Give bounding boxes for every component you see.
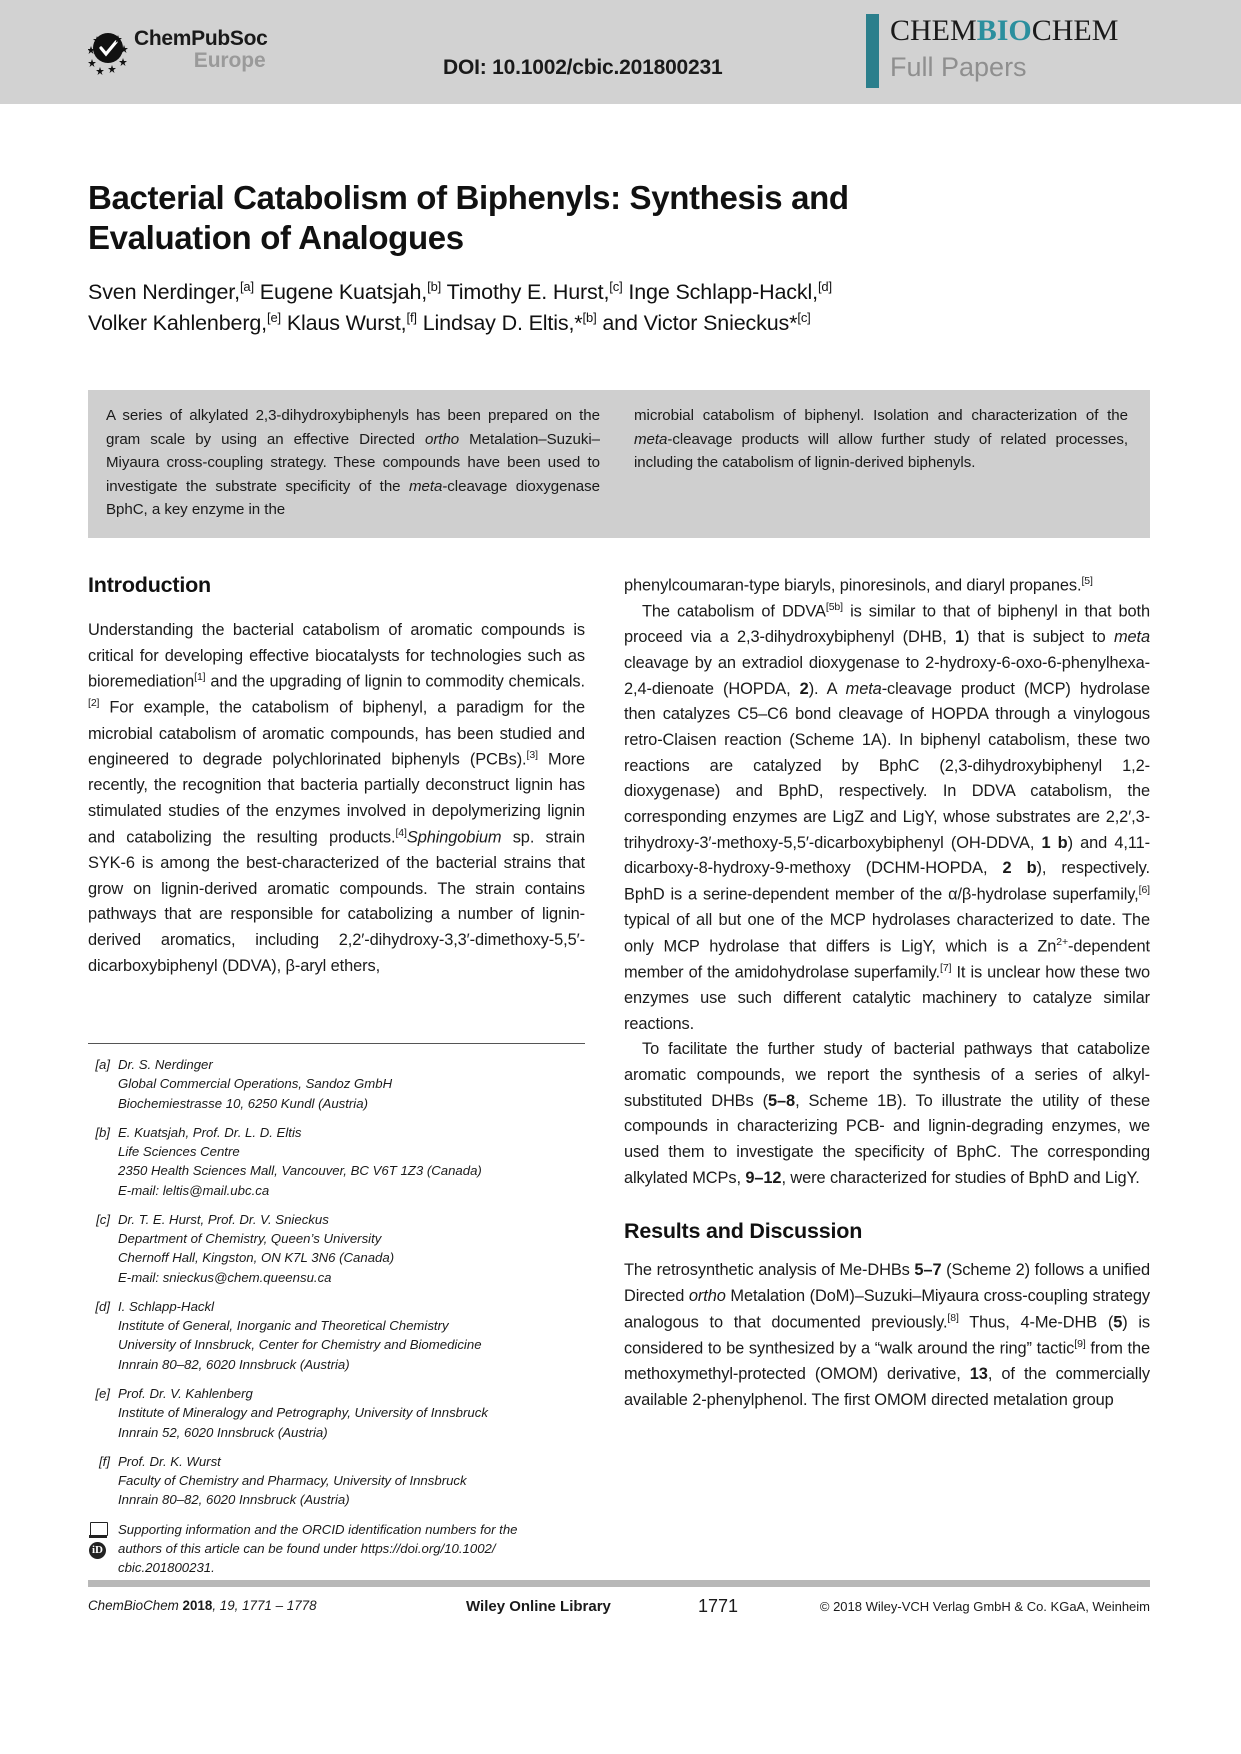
affiliation-line: Innrain 80–82, 6020 Innsbruck (Austria) — [118, 1492, 350, 1508]
journal-branding — [866, 14, 1166, 94]
body-column-left — [88, 573, 585, 979]
body-text: (Scheme 2) follows a unified Directed — [624, 1261, 1150, 1306]
abstract-text: A series of alkylated 2,3-dihydroxybiphenyls has been prepared on the gram scale by using an effective Directed — [106, 407, 600, 448]
page-footer — [88, 1598, 1150, 1622]
affiliation-line: Institute of Mineralogy and Petrography, University of Innsbruck — [118, 1405, 488, 1421]
intro-paragraph — [88, 618, 585, 979]
affiliation-email[interactable]: E-mail: snieckus@chem.queensu.ca — [118, 1269, 332, 1285]
body-italic: Sphingobium — [406, 828, 502, 847]
affiliation-line: I. Schlapp-Hackl — [118, 1298, 215, 1314]
affiliation-line: Department of Chemistry, Queen’s University — [118, 1231, 382, 1247]
abstract-column-left — [106, 404, 600, 522]
affiliation-tag: [e] — [95, 1385, 110, 1401]
affiliation-line: Innrain 52, 6020 Innsbruck (Austria) — [118, 1424, 328, 1440]
logo-line-1: ChemPubSoc — [134, 27, 268, 50]
body-text: ) is considered to be synthesized by a “walk around the ring” tactic — [624, 1313, 1150, 1358]
citation-ref: [8] — [947, 1311, 959, 1324]
results-paragraph — [624, 1258, 1150, 1413]
affiliation-item — [88, 1055, 598, 1113]
abstract-column-right — [634, 404, 1128, 522]
doi-text: DOI: 10.1002/cbic.201800231 — [443, 56, 723, 79]
body-text: , of the commercially available 2-phenylphenol. The first OMOM directed metalation group — [624, 1365, 1150, 1409]
affiliation-tag: [b] — [95, 1124, 110, 1140]
affiliation-line: Innrain 80–82, 6020 Innsbruck (Austria) — [118, 1356, 350, 1372]
body-text: To facilitate the further study of bacterial pathways that catabolize aromatic compounds, we report the synthesis of a series of alkyl-substituted DHBs ( — [624, 1040, 1150, 1110]
citation-ref: [5b] — [825, 601, 843, 614]
chempubsoc-logo-icon — [88, 31, 132, 79]
affiliation-line: Global Commercial Operations, Sandoz GmbH — [118, 1076, 393, 1092]
compound-number: 1 — [954, 628, 965, 647]
body-text: It is unclear how these two enzymes use such different catalytic machinery to catalyze similar reactions. — [624, 963, 1150, 1033]
charge-superscript: 2+ — [1056, 935, 1069, 948]
affiliation-item — [88, 1123, 598, 1200]
author-affil-ref: [e] — [266, 309, 281, 325]
author-affil-ref: [b] — [582, 309, 597, 325]
affiliation-line: Biochemiestrasse 10, 6250 Kundl (Austria) — [118, 1095, 368, 1111]
body-text: ) and 4,11-dicarboxy-8-hydroxy-9-methoxy (DCHM-HOPDA, — [624, 833, 1150, 878]
affiliation-lines — [118, 1452, 467, 1510]
compound-number: 5–8 — [768, 1091, 796, 1110]
affiliation-tag: [f] — [99, 1453, 110, 1469]
footer-divider — [88, 1580, 1150, 1587]
supporting-note-lines — [118, 1520, 598, 1578]
citation-ref: [9] — [1074, 1337, 1086, 1350]
body-text: Understanding the bacterial catabolism of aromatic compounds is critical for developing effective biocatalysts for technologies such as bioremediation — [88, 621, 585, 691]
abstract-text: -cleavage products will allow further study of related processes, including the catabolism of lignin-derived biphenyls. — [634, 430, 1128, 472]
monitor-icon — [90, 1522, 108, 1536]
journal-title-part3: CHEM — [1031, 14, 1119, 47]
affiliation-lines — [118, 1297, 482, 1374]
author-name: Eugene Kuatsjah, — [253, 280, 428, 304]
affiliation-line: Prof. Dr. K. Wurst — [118, 1453, 221, 1469]
affiliation-line: 2350 Health Sciences Mall, Vancouver, BC V6T 1Z3 (Canada) — [118, 1163, 482, 1179]
body-text: from the methoxymethyl-protected (OMOM) derivative, — [624, 1339, 1151, 1384]
affiliation-tag: [d] — [95, 1298, 110, 1314]
section-heading-results: Results and Discussion — [624, 1219, 863, 1244]
supporting-information-note — [88, 1520, 598, 1578]
author-affil-ref: [f] — [406, 309, 417, 325]
body-text: Metalation (DoM)–Suzuki–Miyaura cross-coupling strategy analogous to that documented previously. — [624, 1287, 1150, 1332]
affiliation-tag: [c] — [96, 1211, 110, 1227]
author-affil-ref: [c] — [609, 278, 623, 294]
affiliation-item — [88, 1452, 598, 1510]
compound-number: 1 b — [1041, 833, 1068, 852]
page-header-band — [0, 0, 1241, 104]
body-text: and the upgrading of lignin to commodity chemicals. — [205, 672, 585, 691]
body-column-right — [624, 573, 1150, 1413]
abstract-text: microbial catabolism of biphenyl. Isolation and characterization of the — [634, 407, 1128, 424]
body-text: , were characterized for studies of BphD and LigY. — [781, 1168, 1140, 1187]
body-italic: ortho — [688, 1287, 726, 1306]
supporting-note-line[interactable]: cbic.201800231. — [118, 1560, 215, 1576]
author-name: and Victor Snieckus* — [596, 310, 798, 335]
citation-ref: [4] — [395, 826, 407, 839]
section-heading-introduction: Introduction — [88, 573, 211, 597]
ddva-catabolism-paragraph — [624, 599, 1150, 1037]
body-text: The retrosynthetic analysis of Me-DHBs — [624, 1261, 915, 1280]
citation-ref: [2] — [88, 697, 100, 710]
compound-number: 2 — [799, 679, 809, 698]
journal-section-label: Full Papers — [890, 52, 1027, 82]
footer-journal: ChemBioChem — [88, 1598, 183, 1613]
footer-wiley-online-library[interactable]: Wiley Online Library — [466, 1598, 611, 1615]
body-text: sp. strain SYK-6 is among the best-characterized of the bacterial strains that grow on lignin-derived aromatic compounds. The strain contains pathways that are responsible for catabolizing a number of lignin-derived aromatics, including 2,2′-dihydroxy-3,3′-dimethoxy-5,5′-dicarboxybiphenyl (DDVA), β-aryl ethers, — [88, 828, 585, 975]
journal-title-part2: BIO — [976, 14, 1032, 47]
journal-accent-bar — [866, 14, 879, 88]
abstract-italic: ortho — [424, 430, 460, 448]
chempubsoc-logo-text — [134, 28, 268, 72]
body-text: The catabolism of DDVA — [642, 602, 826, 621]
body-italic: meta — [1113, 628, 1151, 647]
author-name: Timothy E. Hurst, — [441, 280, 610, 304]
affiliation-line: Institute of General, Inorganic and Theoretical Chemistry — [118, 1318, 449, 1334]
supporting-note-line[interactable]: authors of this article can be found under https://doi.org/10.1002/ — [118, 1540, 496, 1556]
author-name: Inge Schlapp-Hackl, — [622, 280, 818, 304]
supporting-note-line: Supporting information and the ORCID identification numbers for the — [118, 1521, 518, 1537]
citation-ref: [6] — [1138, 884, 1150, 896]
affiliation-tag: [a] — [95, 1057, 110, 1072]
body-text: typical of all but one of the MCP hydrolases characterized to date. The only MCP hydrolase that differs is LigY, which is a Zn — [624, 911, 1150, 956]
abstract-block — [88, 390, 1150, 538]
affiliation-lines — [118, 1210, 394, 1287]
affiliation-line: Dr. S. Nerdinger — [118, 1057, 213, 1072]
abstract-text: -cleavage dioxygenase BphC, a key enzyme in the — [106, 477, 600, 519]
affiliation-line: E. Kuatsjah, Prof. Dr. L. D. Eltis — [118, 1124, 302, 1140]
affiliation-line: University of Innsbruck, Center for Chemistry and Biomedicine — [118, 1337, 482, 1353]
citation-ref: [3] — [526, 749, 538, 762]
affiliation-line: Faculty of Chemistry and Pharmacy, University of Innsbruck — [118, 1473, 467, 1489]
footer-year: 2018 — [182, 1598, 213, 1613]
affiliations-divider — [88, 1043, 585, 1044]
body-italic: meta — [845, 679, 882, 698]
affiliation-lines — [118, 1384, 488, 1442]
authors-line-1 — [88, 277, 1088, 308]
journal-title — [890, 14, 1118, 48]
compound-number: 13 — [969, 1365, 988, 1384]
compound-number: 5–7 — [914, 1261, 942, 1280]
author-name: Sven Nerdinger, — [88, 280, 240, 304]
objectives-paragraph — [624, 1037, 1150, 1191]
body-text: cleavage by an extradiol dioxygenase to 2-hydroxy-6-oxo-6-phenylhexa-2,4-dienoate (HOPDA, — [624, 653, 1150, 698]
affiliation-item — [88, 1297, 598, 1374]
author-affil-ref: [c] — [797, 309, 811, 325]
body-text: More recently, the recognition that bacteria partially deconstruct lignin has stimulated studies of the enzymes involved in depolymerizing lignin and catabolizing the resulting products. — [88, 750, 585, 847]
orcid-icon[interactable]: iD — [89, 1542, 106, 1559]
citation-ref: [1] — [194, 671, 206, 684]
citation-ref: [5] — [1081, 575, 1093, 587]
abstract-italic: meta — [634, 430, 668, 448]
body-text: -dependent member of the amidohydrolase superfamily. — [624, 937, 1150, 982]
logo-line-2: Europe — [193, 49, 266, 73]
body-text: ). A — [808, 679, 846, 698]
citation-ref: [7] — [940, 961, 952, 974]
abstract-text: Metalation–Suzuki–Miyaura cross-coupling strategy. These compounds have been used to investigate the substrate specificity of the — [106, 430, 600, 495]
affiliation-line: Life Sciences Centre — [118, 1144, 240, 1160]
author-affil-ref: [b] — [427, 278, 442, 294]
affiliation-line: Chernoff Hall, Kingston, ON K7L 3N6 (Canada) — [118, 1250, 395, 1266]
intro-continuation-paragraph — [624, 573, 1150, 599]
chempubsoc-logo — [88, 26, 388, 86]
affiliation-email[interactable]: E-mail: leltis@mail.ubc.ca — [118, 1182, 270, 1198]
body-text: For example, the catabolism of biphenyl, a paradigm for the microbial catabolism of aromatic compounds, has been studied and engineered to degrade polychlorinated biphenyls (PCBs). — [88, 698, 585, 769]
author-affil-ref: [a] — [239, 278, 254, 294]
body-text: , Scheme 1B). To illustrate the utility of these compounds in characterizing PCB- and lignin-degrading enzymes, we used them to investigate the specificity of BphC. The corresponding alkylated MCPs, — [624, 1091, 1150, 1187]
author-affil-ref: [d] — [817, 278, 832, 294]
affiliation-lines — [118, 1055, 392, 1113]
journal-title-part1: CHEM — [890, 14, 977, 47]
affiliation-lines — [118, 1123, 482, 1200]
compound-number: 9–12 — [745, 1168, 782, 1187]
footer-citation — [88, 1598, 317, 1613]
body-text: is similar to that of biphenyl in that both proceed via a 2,3-dihydroxybiphenyl (DHB, — [624, 602, 1150, 647]
author-name: Lindsay D. Eltis,* — [416, 310, 583, 335]
body-text: Thus, 4-Me-DHB ( — [958, 1313, 1114, 1332]
body-text: ), respectively. BphD is a serine-dependent member of the α/β-hydrolase superfamily, — [624, 859, 1151, 904]
footer-pages: , 19, 1771 – 1778 — [212, 1598, 317, 1613]
article-authors — [88, 277, 1088, 338]
authors-line-2 — [88, 308, 1088, 339]
affiliations-block — [88, 1055, 598, 1577]
author-name: Klaus Wurst, — [281, 310, 407, 335]
footer-copyright: © 2018 Wiley-VCH Verlag GmbH & Co. KGaA, Weinheim — [819, 1599, 1150, 1614]
author-name: Volker Kahlenberg, — [88, 310, 267, 335]
affiliation-line: Prof. Dr. V. Kahlenberg — [118, 1385, 253, 1401]
affiliation-item — [88, 1210, 598, 1287]
affiliation-line: Dr. T. E. Hurst, Prof. Dr. V. Snieckus — [118, 1211, 329, 1227]
note-icons — [88, 1520, 118, 1578]
article-title: Bacterial Catabolism of Biphenyls: Synthesis and Evaluation of Analogues — [88, 179, 849, 257]
compound-number: 2 b — [1002, 859, 1037, 878]
body-text: -cleavage product (MCP) hydrolase then catalyzes C5–C6 bond cleavage of HOPDA through a vinylogous retro-Claisen reaction (Scheme 1A). In biphenyl catabolism, these two reactions are catalyzed by BphC (2,3-dihydroxybiphenyl 1,2-dioxygenase) and BphD, respectively. In DDVA catabolism, the corresponding enzymes are LigZ and LigY, whose substrates are 2,2′,3-trihydroxy-3′-methoxy-5,5′-dicarboxybiphenyl (OH-DDVA, — [624, 679, 1150, 852]
footer-page-number: 1771 — [698, 1596, 739, 1616]
abstract-italic: meta — [408, 477, 443, 495]
affiliation-item — [88, 1384, 598, 1442]
body-text: phenylcoumaran-type biaryls, pinoresinols, and diaryl propanes. — [624, 576, 1082, 595]
compound-number: 5 — [1113, 1313, 1123, 1332]
body-text: ) that is subject to — [964, 628, 1114, 647]
